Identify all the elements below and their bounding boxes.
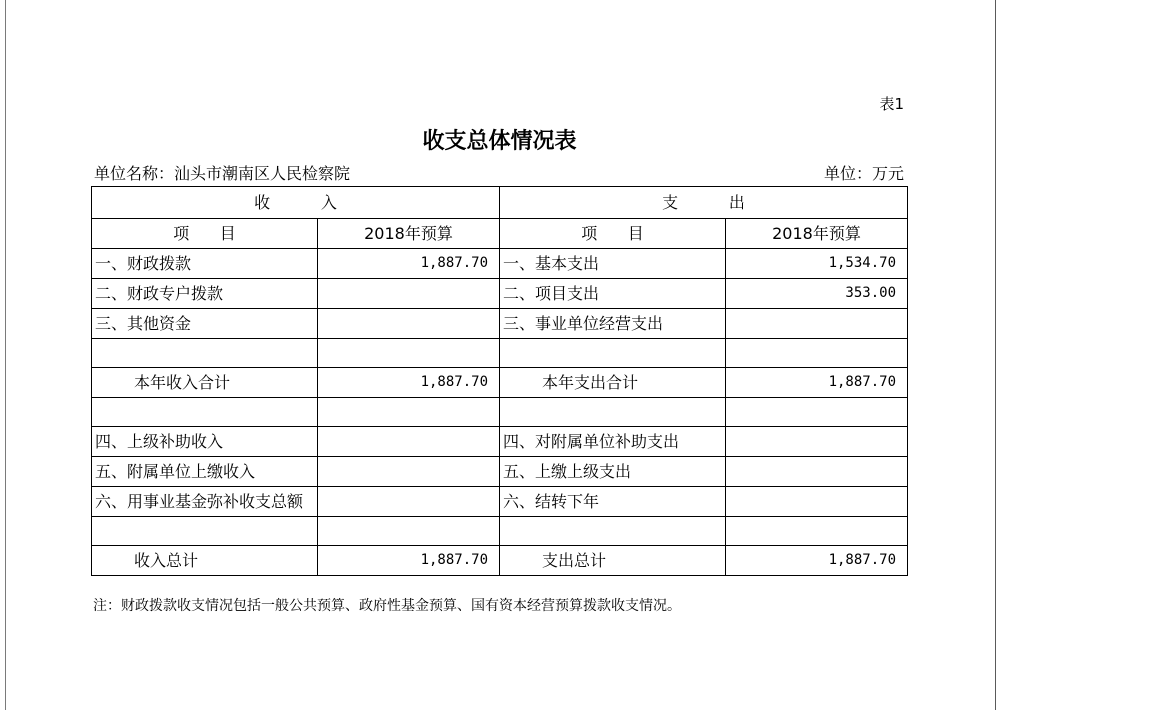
expense-item-column-header: 项 目 <box>500 219 726 249</box>
expense-budget-cell: 353.00 <box>726 279 908 309</box>
income-section-header: 收 入 <box>92 187 500 219</box>
expense-item-cell <box>500 517 726 546</box>
income-item-cell <box>92 339 318 368</box>
expense-item-cell <box>500 398 726 427</box>
expense-budget-cell <box>726 457 908 487</box>
income-budget-cell <box>318 279 500 309</box>
income-budget-cell <box>318 487 500 517</box>
table-row <box>92 339 908 368</box>
expense-budget-cell: 1,887.70 <box>726 546 908 576</box>
expense-item-cell: 三、事业单位经营支出 <box>500 309 726 339</box>
expense-item-cell: 四、对附属单位补助支出 <box>500 427 726 457</box>
table-row <box>92 309 908 339</box>
table-row <box>92 517 908 546</box>
income-budget-cell <box>318 457 500 487</box>
expense-budget-cell <box>726 487 908 517</box>
expense-budget-cell <box>726 339 908 368</box>
income-item-column-header: 项 目 <box>92 219 318 249</box>
income-budget-column-header: 2018年预算 <box>318 219 500 249</box>
expense-item-cell <box>500 339 726 368</box>
income-item-cell <box>92 398 318 427</box>
income-budget-cell <box>318 309 500 339</box>
table-number: 表1 <box>879 95 904 113</box>
page-right-border <box>995 0 996 710</box>
window-left-edge <box>0 0 6 710</box>
table-column-header-row <box>92 219 908 249</box>
table-row <box>92 546 908 576</box>
currency-unit-label: 单位：万元 <box>823 164 904 183</box>
income-item-cell <box>92 517 318 546</box>
expense-item-cell: 支出总计 <box>500 546 726 576</box>
expense-item-cell: 本年支出合计 <box>500 368 726 398</box>
table-row <box>92 368 908 398</box>
income-item-cell: 三、其他资金 <box>92 309 318 339</box>
income-item-cell: 五、附属单位上缴收入 <box>92 457 318 487</box>
table-section-header-row <box>92 187 908 219</box>
income-budget-cell: 1,887.70 <box>318 368 500 398</box>
expense-item-cell: 五、上缴上级支出 <box>500 457 726 487</box>
income-budget-cell <box>318 339 500 368</box>
expense-item-cell: 一、基本支出 <box>500 249 726 279</box>
income-budget-cell <box>318 398 500 427</box>
expense-budget-column-header: 2018年预算 <box>726 219 908 249</box>
income-budget-cell <box>318 427 500 457</box>
expense-budget-cell: 1,887.70 <box>726 368 908 398</box>
expense-budget-cell <box>726 309 908 339</box>
expense-budget-cell <box>726 427 908 457</box>
expense-item-cell: 二、项目支出 <box>500 279 726 309</box>
income-item-cell: 收入总计 <box>92 546 318 576</box>
expense-item-cell: 六、结转下年 <box>500 487 726 517</box>
expense-budget-cell: 1,534.70 <box>726 249 908 279</box>
table-row <box>92 427 908 457</box>
income-item-cell: 本年收入合计 <box>92 368 318 398</box>
expense-budget-cell <box>726 398 908 427</box>
table-body <box>92 249 908 576</box>
footnote: 注：财政拨款收支情况包括一般公共预算、政府性基金预算、国有资本经营预算拨款收支情况。 <box>93 598 681 614</box>
table-row <box>92 249 908 279</box>
table-row <box>92 457 908 487</box>
income-item-cell: 二、财政专户拨款 <box>92 279 318 309</box>
expense-budget-cell <box>726 517 908 546</box>
income-budget-cell: 1,887.70 <box>318 249 500 279</box>
income-budget-cell <box>318 517 500 546</box>
income-budget-cell: 1,887.70 <box>318 546 500 576</box>
table-row <box>92 487 908 517</box>
income-item-cell: 四、上级补助收入 <box>92 427 318 457</box>
expense-section-header: 支 出 <box>500 187 908 219</box>
table-row <box>92 279 908 309</box>
unit-name-label: 单位名称：汕头市潮南区人民检察院 <box>94 164 351 183</box>
table-row <box>92 398 908 427</box>
income-item-cell: 六、用事业基金弥补收支总额 <box>92 487 318 517</box>
page-title: 收支总体情况表 <box>422 129 577 154</box>
income-item-cell: 一、财政拨款 <box>92 249 318 279</box>
budget-summary-table <box>91 186 908 576</box>
